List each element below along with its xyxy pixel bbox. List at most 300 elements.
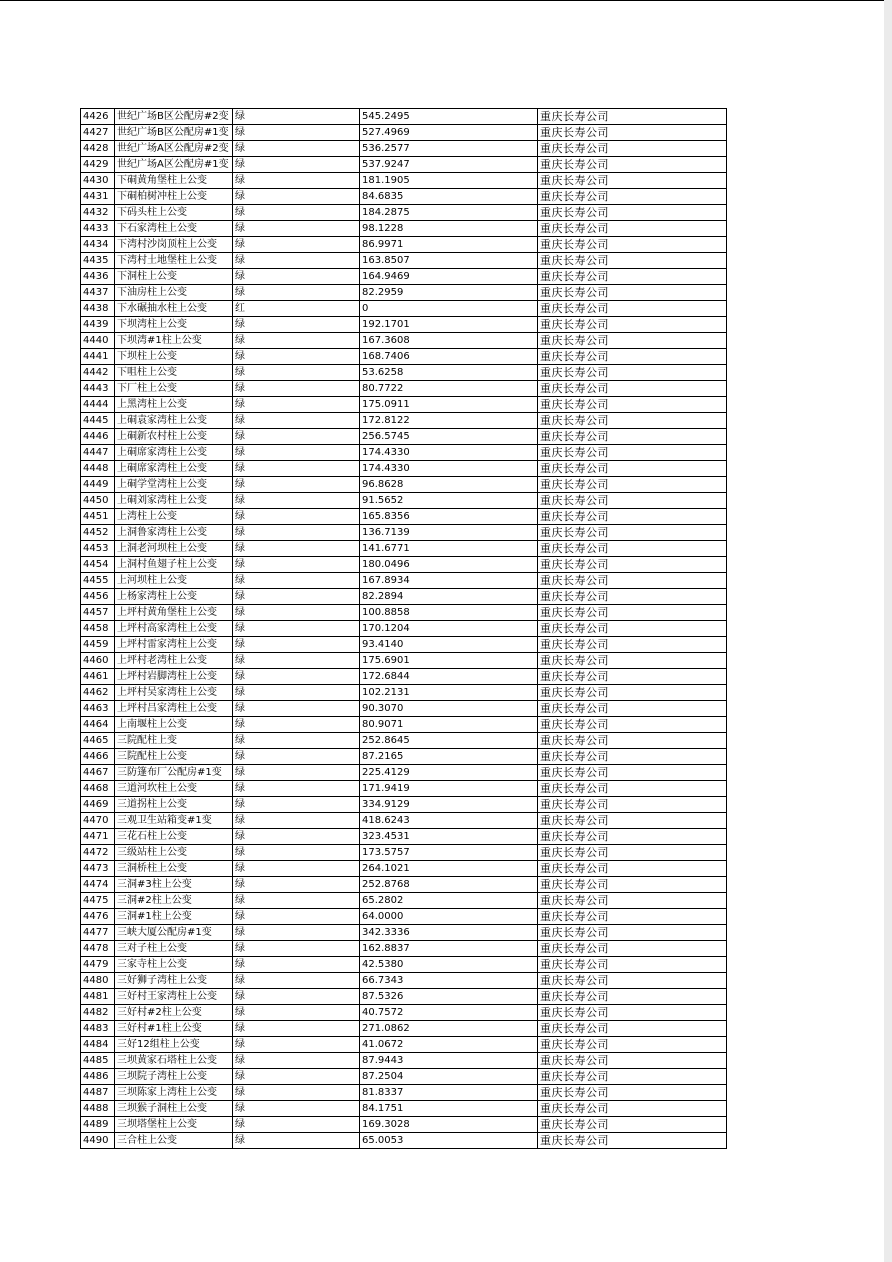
cell-company: 重庆长寿公司	[538, 381, 727, 397]
cell-status: 绿	[233, 189, 360, 205]
cell-id: 4447	[81, 445, 115, 461]
cell-id: 4449	[81, 477, 115, 493]
table-row	[81, 861, 727, 877]
table-row	[81, 157, 727, 173]
cell-status: 绿	[233, 637, 360, 653]
cell-value: 256.5745	[360, 429, 538, 445]
cell-value: 87.9443	[360, 1053, 538, 1069]
table-row	[81, 1085, 727, 1101]
cell-id: 4482	[81, 1005, 115, 1021]
table-row	[81, 877, 727, 893]
cell-value: 342.3336	[360, 925, 538, 941]
cell-company: 重庆长寿公司	[538, 301, 727, 317]
cell-value: 252.8645	[360, 733, 538, 749]
cell-company: 重庆长寿公司	[538, 157, 727, 173]
cell-id: 4460	[81, 653, 115, 669]
cell-value: 64.0000	[360, 909, 538, 925]
cell-company: 重庆长寿公司	[538, 253, 727, 269]
table-row	[81, 381, 727, 397]
cell-status: 绿	[233, 973, 360, 989]
transformer-table	[80, 108, 727, 1149]
cell-transformer-name: 三院配柱上公变	[115, 749, 233, 765]
cell-transformer-name: 上坪村吴家湾柱上公变	[115, 685, 233, 701]
cell-value: 264.1021	[360, 861, 538, 877]
cell-id: 4477	[81, 925, 115, 941]
table-row	[81, 989, 727, 1005]
cell-transformer-name: 上湾柱上公变	[115, 509, 233, 525]
cell-company: 重庆长寿公司	[538, 413, 727, 429]
cell-company: 重庆长寿公司	[538, 109, 727, 125]
cell-status: 绿	[233, 509, 360, 525]
cell-company: 重庆长寿公司	[538, 1101, 727, 1117]
cell-value: 165.8356	[360, 509, 538, 525]
cell-transformer-name: 下硐黄角堡柱上公变	[115, 173, 233, 189]
cell-transformer-name: 上硐袁家湾柱上公变	[115, 413, 233, 429]
cell-id: 4429	[81, 157, 115, 173]
cell-value: 65.0053	[360, 1133, 538, 1149]
cell-transformer-name: 三好12组柱上公变	[115, 1037, 233, 1053]
cell-transformer-name: 下湾村土地堡柱上公变	[115, 253, 233, 269]
cell-status: 绿	[233, 573, 360, 589]
cell-id: 4431	[81, 189, 115, 205]
table-row	[81, 125, 727, 141]
cell-id: 4487	[81, 1085, 115, 1101]
table-row	[81, 781, 727, 797]
cell-value: 53.6258	[360, 365, 538, 381]
cell-company: 重庆长寿公司	[538, 621, 727, 637]
cell-id: 4470	[81, 813, 115, 829]
cell-status: 绿	[233, 141, 360, 157]
cell-id: 4476	[81, 909, 115, 925]
cell-transformer-name: 世纪广场B区公配房#1变	[115, 125, 233, 141]
table-row	[81, 509, 727, 525]
cell-id: 4473	[81, 861, 115, 877]
cell-id: 4455	[81, 573, 115, 589]
cell-transformer-name: 上坪村黄角堡柱上公变	[115, 605, 233, 621]
table-row	[81, 893, 727, 909]
cell-status: 绿	[233, 893, 360, 909]
cell-id: 4436	[81, 269, 115, 285]
table-row	[81, 109, 727, 125]
cell-status: 绿	[233, 269, 360, 285]
cell-transformer-name: 上坪村老湾柱上公变	[115, 653, 233, 669]
cell-status: 绿	[233, 1021, 360, 1037]
cell-transformer-name: 三洞#1柱上公变	[115, 909, 233, 925]
cell-id: 4450	[81, 493, 115, 509]
cell-value: 80.7722	[360, 381, 538, 397]
cell-transformer-name: 三洞#2柱上公变	[115, 893, 233, 909]
cell-company: 重庆长寿公司	[538, 733, 727, 749]
cell-transformer-name: 世纪广场A区公配房#1变	[115, 157, 233, 173]
cell-value: 271.0862	[360, 1021, 538, 1037]
cell-company: 重庆长寿公司	[538, 797, 727, 813]
cell-value: 82.2894	[360, 589, 538, 605]
cell-transformer-name: 上杨家湾柱上公变	[115, 589, 233, 605]
cell-transformer-name: 下咀柱上公变	[115, 365, 233, 381]
cell-id: 4430	[81, 173, 115, 189]
cell-transformer-name: 下厂柱上公变	[115, 381, 233, 397]
table-row	[81, 621, 727, 637]
cell-value: 168.7406	[360, 349, 538, 365]
cell-id: 4490	[81, 1133, 115, 1149]
cell-id: 4432	[81, 205, 115, 221]
cell-company: 重庆长寿公司	[538, 893, 727, 909]
cell-transformer-name: 三坝院子湾柱上公变	[115, 1069, 233, 1085]
cell-company: 重庆长寿公司	[538, 189, 727, 205]
cell-value: 537.9247	[360, 157, 538, 173]
cell-id: 4466	[81, 749, 115, 765]
cell-status: 绿	[233, 621, 360, 637]
table-row	[81, 717, 727, 733]
cell-value: 181.1905	[360, 173, 538, 189]
cell-company: 重庆长寿公司	[538, 493, 727, 509]
cell-transformer-name: 下湾村沙岗顶柱上公变	[115, 237, 233, 253]
cell-status: 绿	[233, 957, 360, 973]
cell-id: 4456	[81, 589, 115, 605]
cell-value: 162.8837	[360, 941, 538, 957]
cell-value: 167.3608	[360, 333, 538, 349]
cell-id: 4459	[81, 637, 115, 653]
cell-id: 4464	[81, 717, 115, 733]
cell-transformer-name: 上洞老河坝柱上公变	[115, 541, 233, 557]
cell-value: 323.4531	[360, 829, 538, 845]
cell-status: 绿	[233, 829, 360, 845]
cell-status: 绿	[233, 397, 360, 413]
cell-status: 绿	[233, 365, 360, 381]
cell-value: 175.0911	[360, 397, 538, 413]
cell-status: 绿	[233, 317, 360, 333]
cell-transformer-name: 下油房柱上公变	[115, 285, 233, 301]
cell-id: 4427	[81, 125, 115, 141]
cell-id: 4443	[81, 381, 115, 397]
cell-value: 180.0496	[360, 557, 538, 573]
cell-transformer-name: 上坪村吕家湾柱上公变	[115, 701, 233, 717]
table-row	[81, 1117, 727, 1133]
cell-id: 4445	[81, 413, 115, 429]
table-row	[81, 573, 727, 589]
table-row	[81, 285, 727, 301]
cell-id: 4444	[81, 397, 115, 413]
cell-id: 4481	[81, 989, 115, 1005]
cell-transformer-name: 上硐新农村柱上公变	[115, 429, 233, 445]
cell-value: 171.9419	[360, 781, 538, 797]
cell-transformer-name: 三院配柱上变	[115, 733, 233, 749]
cell-id: 4457	[81, 605, 115, 621]
cell-company: 重庆长寿公司	[538, 333, 727, 349]
cell-status: 绿	[233, 333, 360, 349]
cell-status: 绿	[233, 109, 360, 125]
cell-status: 绿	[233, 861, 360, 877]
cell-value: 86.9971	[360, 237, 538, 253]
cell-id: 4433	[81, 221, 115, 237]
cell-status: 绿	[233, 1085, 360, 1101]
cell-transformer-name: 上黑湾柱上公变	[115, 397, 233, 413]
cell-value: 82.2959	[360, 285, 538, 301]
cell-value: 163.8507	[360, 253, 538, 269]
cell-status: 绿	[233, 349, 360, 365]
cell-value: 173.5757	[360, 845, 538, 861]
cell-id: 4484	[81, 1037, 115, 1053]
cell-value: 164.9469	[360, 269, 538, 285]
table-row	[81, 813, 727, 829]
table-row	[81, 957, 727, 973]
cell-company: 重庆长寿公司	[538, 1069, 727, 1085]
cell-status: 绿	[233, 1005, 360, 1021]
cell-status: 绿	[233, 765, 360, 781]
cell-status: 绿	[233, 157, 360, 173]
cell-company: 重庆长寿公司	[538, 237, 727, 253]
page-right-edge	[884, 0, 892, 1262]
table-row	[81, 941, 727, 957]
cell-status: 绿	[233, 813, 360, 829]
cell-id: 4462	[81, 685, 115, 701]
table-body	[81, 109, 727, 1149]
cell-id: 4475	[81, 893, 115, 909]
cell-company: 重庆长寿公司	[538, 1117, 727, 1133]
cell-transformer-name: 三家寺柱上公变	[115, 957, 233, 973]
cell-value: 252.8768	[360, 877, 538, 893]
cell-value: 545.2495	[360, 109, 538, 125]
cell-id: 4483	[81, 1021, 115, 1037]
cell-company: 重庆长寿公司	[538, 269, 727, 285]
cell-status: 绿	[233, 797, 360, 813]
table-row	[81, 653, 727, 669]
cell-company: 重庆长寿公司	[538, 957, 727, 973]
table-row	[81, 397, 727, 413]
cell-status: 绿	[233, 589, 360, 605]
cell-company: 重庆长寿公司	[538, 861, 727, 877]
cell-id: 4480	[81, 973, 115, 989]
cell-id: 4454	[81, 557, 115, 573]
cell-company: 重庆长寿公司	[538, 637, 727, 653]
cell-id: 4442	[81, 365, 115, 381]
table-row	[81, 493, 727, 509]
cell-status: 绿	[233, 1133, 360, 1149]
cell-status: 绿	[233, 1037, 360, 1053]
table-row	[81, 685, 727, 701]
cell-company: 重庆长寿公司	[538, 349, 727, 365]
cell-company: 重庆长寿公司	[538, 397, 727, 413]
table-row	[81, 141, 727, 157]
cell-value: 84.1751	[360, 1101, 538, 1117]
cell-id: 4479	[81, 957, 115, 973]
cell-value: 41.0672	[360, 1037, 538, 1053]
cell-value: 170.1204	[360, 621, 538, 637]
cell-id: 4434	[81, 237, 115, 253]
cell-transformer-name: 上河坝柱上公变	[115, 573, 233, 589]
table-row	[81, 669, 727, 685]
cell-company: 重庆长寿公司	[538, 461, 727, 477]
cell-value: 40.7572	[360, 1005, 538, 1021]
table-row	[81, 541, 727, 557]
table-row	[81, 461, 727, 477]
cell-value: 174.4330	[360, 445, 538, 461]
cell-value: 174.4330	[360, 461, 538, 477]
cell-id: 4469	[81, 797, 115, 813]
cell-transformer-name: 三合柱上公变	[115, 1133, 233, 1149]
cell-id: 4485	[81, 1053, 115, 1069]
cell-transformer-name: 三观卫生站箱变#1变	[115, 813, 233, 829]
cell-status: 绿	[233, 685, 360, 701]
table-row	[81, 301, 727, 317]
cell-status: 绿	[233, 701, 360, 717]
cell-value: 87.2504	[360, 1069, 538, 1085]
cell-company: 重庆长寿公司	[538, 317, 727, 333]
cell-status: 绿	[233, 381, 360, 397]
cell-company: 重庆长寿公司	[538, 653, 727, 669]
cell-transformer-name: 三好村王家湾柱上公变	[115, 989, 233, 1005]
cell-status: 绿	[233, 781, 360, 797]
cell-id: 4489	[81, 1117, 115, 1133]
cell-value: 93.4140	[360, 637, 538, 653]
cell-value: 192.1701	[360, 317, 538, 333]
table-row	[81, 733, 727, 749]
cell-status: 绿	[233, 1053, 360, 1069]
table-row	[81, 477, 727, 493]
cell-status: 绿	[233, 749, 360, 765]
cell-company: 重庆长寿公司	[538, 509, 727, 525]
cell-value: 66.7343	[360, 973, 538, 989]
table-row	[81, 429, 727, 445]
cell-id: 4448	[81, 461, 115, 477]
cell-transformer-name: 三坝陈家上湾柱上公变	[115, 1085, 233, 1101]
cell-transformer-name: 三好村#2柱上公变	[115, 1005, 233, 1021]
table-row	[81, 557, 727, 573]
table-row	[81, 1021, 727, 1037]
cell-id: 4438	[81, 301, 115, 317]
cell-value: 87.2165	[360, 749, 538, 765]
cell-id: 4478	[81, 941, 115, 957]
cell-company: 重庆长寿公司	[538, 1021, 727, 1037]
cell-transformer-name: 三好狮子湾柱上公变	[115, 973, 233, 989]
cell-id: 4426	[81, 109, 115, 125]
table-row	[81, 1053, 727, 1069]
cell-id: 4435	[81, 253, 115, 269]
cell-id: 4461	[81, 669, 115, 685]
cell-company: 重庆长寿公司	[538, 205, 727, 221]
cell-value: 334.9129	[360, 797, 538, 813]
cell-id: 4439	[81, 317, 115, 333]
cell-company: 重庆长寿公司	[538, 877, 727, 893]
cell-transformer-name: 世纪广场B区公配房#2变	[115, 109, 233, 125]
table-row	[81, 445, 727, 461]
cell-status: 绿	[233, 285, 360, 301]
cell-value: 172.6844	[360, 669, 538, 685]
cell-transformer-name: 上洞村鱼翅子柱上公变	[115, 557, 233, 573]
cell-company: 重庆长寿公司	[538, 781, 727, 797]
table-row	[81, 845, 727, 861]
cell-value: 42.5380	[360, 957, 538, 973]
cell-status: 绿	[233, 253, 360, 269]
cell-transformer-name: 三坝猴子洞柱上公变	[115, 1101, 233, 1117]
table-row	[81, 221, 727, 237]
table-row	[81, 333, 727, 349]
cell-id: 4467	[81, 765, 115, 781]
table-row	[81, 269, 727, 285]
cell-transformer-name: 上坪村岩脚湾柱上公变	[115, 669, 233, 685]
cell-company: 重庆长寿公司	[538, 1053, 727, 1069]
cell-status: 绿	[233, 477, 360, 493]
cell-transformer-name: 三坝黄家石塔柱上公变	[115, 1053, 233, 1069]
cell-value: 136.7139	[360, 525, 538, 541]
cell-value: 225.4129	[360, 765, 538, 781]
cell-value: 84.6835	[360, 189, 538, 205]
cell-value: 0	[360, 301, 538, 317]
cell-id: 4428	[81, 141, 115, 157]
cell-id: 4453	[81, 541, 115, 557]
cell-value: 169.3028	[360, 1117, 538, 1133]
cell-status: 绿	[233, 717, 360, 733]
cell-value: 81.8337	[360, 1085, 538, 1101]
table-row	[81, 413, 727, 429]
cell-id: 4488	[81, 1101, 115, 1117]
cell-status: 绿	[233, 1101, 360, 1117]
table-row	[81, 1069, 727, 1085]
cell-status: 绿	[233, 125, 360, 141]
cell-status: 绿	[233, 1117, 360, 1133]
table-row	[81, 797, 727, 813]
cell-status: 绿	[233, 877, 360, 893]
cell-value: 96.8628	[360, 477, 538, 493]
table-row	[81, 189, 727, 205]
page-top-border	[0, 0, 892, 1]
table-row	[81, 637, 727, 653]
cell-transformer-name: 世纪广场A区公配房#2变	[115, 141, 233, 157]
cell-id: 4471	[81, 829, 115, 845]
cell-status: 绿	[233, 989, 360, 1005]
table-row	[81, 317, 727, 333]
table-row	[81, 525, 727, 541]
cell-id: 4437	[81, 285, 115, 301]
cell-status: 绿	[233, 205, 360, 221]
cell-status: 绿	[233, 541, 360, 557]
cell-id: 4451	[81, 509, 115, 525]
cell-id: 4472	[81, 845, 115, 861]
table-row	[81, 765, 727, 781]
cell-transformer-name: 上硐学堂湾柱上公变	[115, 477, 233, 493]
cell-status: 绿	[233, 1069, 360, 1085]
cell-company: 重庆长寿公司	[538, 701, 727, 717]
cell-transformer-name: 三坝塔堡柱上公变	[115, 1117, 233, 1133]
cell-company: 重庆长寿公司	[538, 941, 727, 957]
cell-company: 重庆长寿公司	[538, 909, 727, 925]
cell-company: 重庆长寿公司	[538, 429, 727, 445]
cell-value: 184.2875	[360, 205, 538, 221]
cell-company: 重庆长寿公司	[538, 589, 727, 605]
cell-transformer-name: 三道拐柱上公变	[115, 797, 233, 813]
cell-value: 536.2577	[360, 141, 538, 157]
table-row	[81, 749, 727, 765]
table-row	[81, 909, 727, 925]
cell-transformer-name: 三防篷布厂公配房#1变	[115, 765, 233, 781]
cell-company: 重庆长寿公司	[538, 973, 727, 989]
cell-id: 4468	[81, 781, 115, 797]
table-row	[81, 829, 727, 845]
cell-value: 527.4969	[360, 125, 538, 141]
cell-company: 重庆长寿公司	[538, 477, 727, 493]
table-row	[81, 701, 727, 717]
cell-company: 重庆长寿公司	[538, 1037, 727, 1053]
cell-company: 重庆长寿公司	[538, 685, 727, 701]
cell-status: 绿	[233, 925, 360, 941]
cell-value: 172.8122	[360, 413, 538, 429]
cell-company: 重庆长寿公司	[538, 1005, 727, 1021]
table-row	[81, 365, 727, 381]
cell-status: 绿	[233, 173, 360, 189]
cell-status: 绿	[233, 493, 360, 509]
cell-transformer-name: 上硐席家湾柱上公变	[115, 445, 233, 461]
cell-transformer-name: 三洞#3柱上公变	[115, 877, 233, 893]
